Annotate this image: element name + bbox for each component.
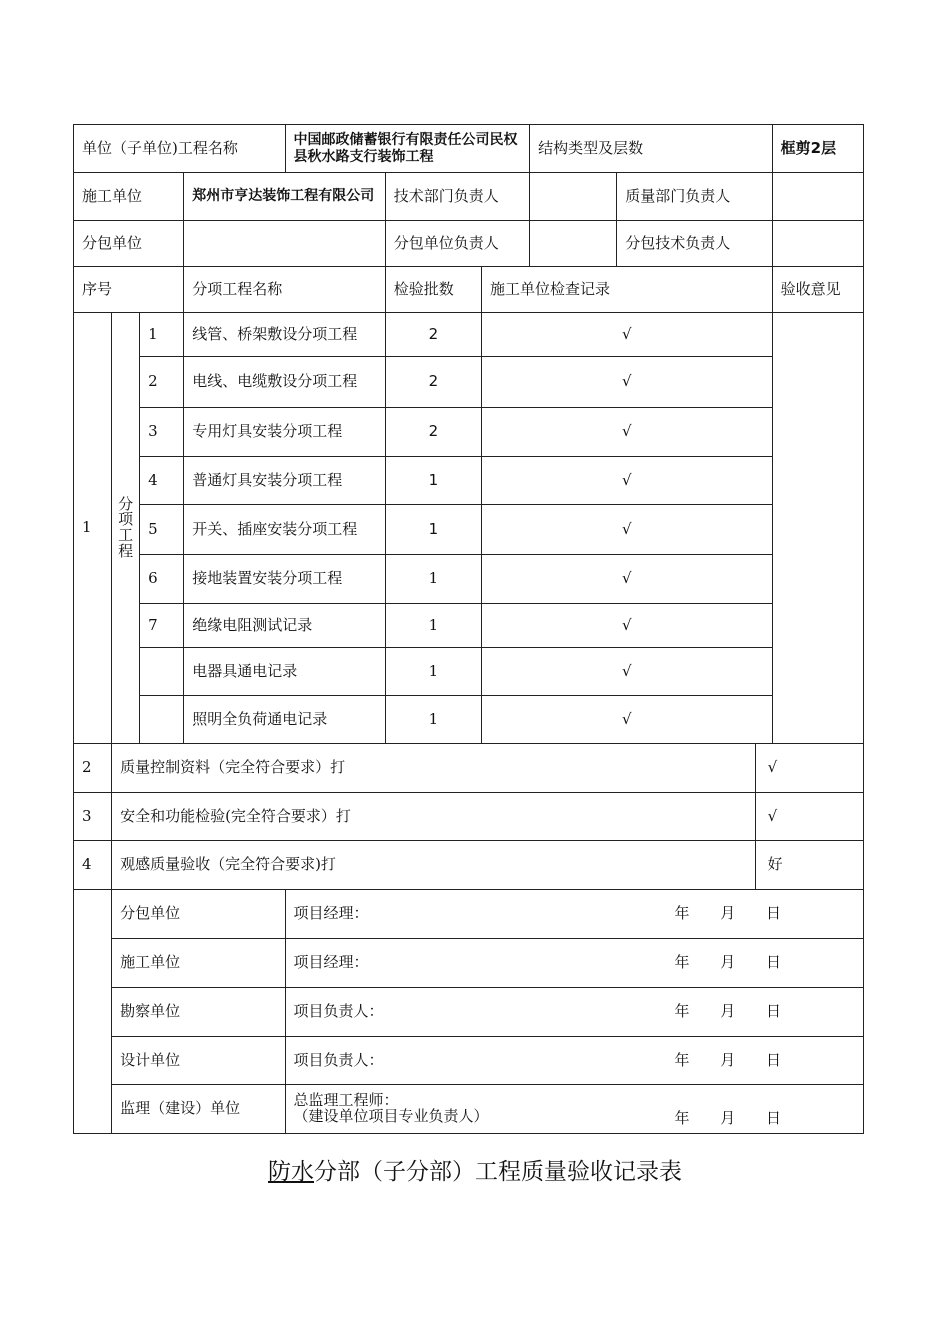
item-name: 绝缘电阻测试记录: [184, 604, 386, 648]
signature-unit: 勘察单位: [112, 988, 285, 1037]
item-name: 电线、电缆敷设分项工程: [184, 357, 386, 408]
check-mark: [755, 841, 863, 890]
project-label: 单位（子单位)工程名称: [74, 125, 286, 173]
next-form-title-underlined: 防水: [268, 1159, 314, 1185]
signature-unit: 设计单位: [112, 1037, 285, 1085]
signature-row: [74, 988, 864, 1037]
item-batches: 1: [385, 696, 481, 744]
check-text: 质量控制资料（完全符合要求）打: [112, 744, 756, 793]
table-row: [74, 555, 864, 604]
check-no: 4: [74, 841, 112, 890]
item-check: √: [481, 457, 772, 505]
signature-role: 总监理工程师：: [293, 1091, 399, 1110]
sub-lead-value: [530, 221, 617, 267]
signature-blank: [74, 890, 112, 1134]
table-row: [74, 313, 864, 357]
item-batches: 1: [385, 604, 481, 648]
item-batches: 2: [385, 357, 481, 408]
item-check: √: [481, 604, 772, 648]
sub-tech-lead-value: [772, 221, 863, 267]
sub-lead-label: 分包单位负责人: [385, 221, 529, 267]
signature-unit: 分包单位: [112, 890, 285, 939]
structure-label: 结构类型及层数: [530, 125, 773, 173]
item-name: 普通灯具安装分项工程: [184, 457, 386, 505]
signature-unit: 施工单位: [112, 939, 285, 988]
structure-value: 框剪2层: [772, 125, 863, 173]
item-index: 4: [140, 457, 184, 505]
item-index: 3: [140, 408, 184, 457]
table-row: [74, 604, 864, 648]
section1-label-char: 项: [118, 510, 134, 529]
item-batches: 2: [385, 313, 481, 357]
item-check: √: [481, 357, 772, 408]
signature-field: [285, 988, 863, 1037]
item-index: [140, 696, 184, 744]
item-check: √: [481, 648, 772, 696]
table-row: [74, 408, 864, 457]
contractor-row: [74, 173, 864, 221]
contractor-value: 郑州市亨达装饰工程有限公司: [184, 173, 386, 221]
item-index: 7: [140, 604, 184, 648]
check-text: 安全和功能检验(完全符合要求）打: [112, 793, 756, 841]
section1-label-char: 分: [118, 494, 134, 513]
contractor-label: 施工单位: [74, 173, 184, 221]
check-mark: [755, 744, 863, 793]
signature-row: [74, 1085, 864, 1134]
next-form-title-rest: 分部（子分部）工程质量验收记录表: [314, 1159, 682, 1185]
item-name: 专用灯具安装分项工程: [184, 408, 386, 457]
signature-date: 年 月 日: [674, 953, 781, 972]
item-index: [140, 648, 184, 696]
section1-label-char: 程: [118, 541, 134, 560]
check-mark-value: 好: [767, 855, 783, 874]
signature-date: 年 月 日: [674, 1050, 781, 1069]
table-row: [74, 648, 864, 696]
acceptance-record-table: [73, 124, 864, 1134]
check-row: [74, 793, 864, 841]
section1-no: 1: [74, 313, 112, 744]
item-batches: 2: [385, 408, 481, 457]
col-check: 施工单位检查记录: [481, 267, 772, 313]
item-index: 1: [140, 313, 184, 357]
check-row: [74, 841, 864, 890]
check-mark: [755, 793, 863, 841]
project-row: [74, 125, 864, 173]
signature-field: [285, 1085, 863, 1134]
signature-role-secondary: （建设单位项目专业负责人）: [293, 1107, 489, 1125]
signature-role: 项目负责人：: [293, 1050, 384, 1069]
item-name: 线管、桥架敷设分项工程: [184, 313, 386, 357]
item-check: √: [481, 408, 772, 457]
col-batches: 检验批数: [385, 267, 481, 313]
signature-role: 项目负责人：: [293, 1002, 384, 1021]
check-no: 3: [74, 793, 112, 841]
check-no: 2: [74, 744, 112, 793]
item-batches: 1: [385, 648, 481, 696]
col-no: 序号: [74, 267, 184, 313]
signature-date: 年 月 日: [674, 1109, 781, 1128]
signature-field: [285, 939, 863, 988]
check-row: [74, 744, 864, 793]
tech-lead-value: [530, 173, 617, 221]
table-row: [74, 696, 864, 744]
section1-opinion: [772, 313, 863, 744]
quality-lead-value: [772, 173, 863, 221]
subcontractor-value: [184, 221, 386, 267]
subcontractor-label: 分包单位: [74, 221, 184, 267]
col-opinion: 验收意见: [772, 267, 863, 313]
item-check: √: [481, 505, 772, 555]
item-check: √: [481, 555, 772, 604]
signature-date: 年 月 日: [674, 1002, 781, 1021]
signature-row: [74, 1037, 864, 1085]
quality-lead-label: 质量部门负责人: [617, 173, 772, 221]
table-row: [74, 357, 864, 408]
item-name: 接地装置安装分项工程: [184, 555, 386, 604]
signature-field: [285, 890, 863, 939]
column-header-row: [74, 267, 864, 313]
next-form-title: [0, 1153, 950, 1186]
col-name: 分项工程名称: [184, 267, 386, 313]
item-name: 电器具通电记录: [184, 648, 386, 696]
signature-unit: 监理（建设）单位: [112, 1085, 285, 1134]
signature-field: [285, 1037, 863, 1085]
tech-lead-label: 技术部门负责人: [385, 173, 529, 221]
project-value: 中国邮政储蓄银行有限责任公司民权县秋水路支行装饰工程: [285, 125, 530, 173]
table-row: [74, 457, 864, 505]
check-mark-value: √: [767, 758, 778, 777]
table-row: [74, 505, 864, 555]
sub-tech-lead-label: 分包技术负责人: [617, 221, 772, 267]
item-index: 6: [140, 555, 184, 604]
item-index: 5: [140, 505, 184, 555]
check-text: 观感质量验收（完全符合要求)打: [112, 841, 756, 890]
section1-label-char: 工: [118, 526, 134, 544]
section1-label: [112, 313, 140, 744]
item-batches: 1: [385, 505, 481, 555]
signature-role: 项目经理：: [293, 904, 369, 923]
item-name: 开关、插座安装分项工程: [184, 505, 386, 555]
signature-date: 年 月 日: [674, 904, 781, 923]
item-check: √: [481, 696, 772, 744]
signature-row: [74, 890, 864, 939]
item-index: 2: [140, 357, 184, 408]
subcontractor-row: [74, 221, 864, 267]
check-mark-value: √: [767, 806, 778, 825]
signature-role: 项目经理：: [293, 953, 369, 972]
item-batches: 1: [385, 457, 481, 505]
item-name: 照明全负荷通电记录: [184, 696, 386, 744]
item-batches: 1: [385, 555, 481, 604]
item-check: √: [481, 313, 772, 357]
signature-row: [74, 939, 864, 988]
